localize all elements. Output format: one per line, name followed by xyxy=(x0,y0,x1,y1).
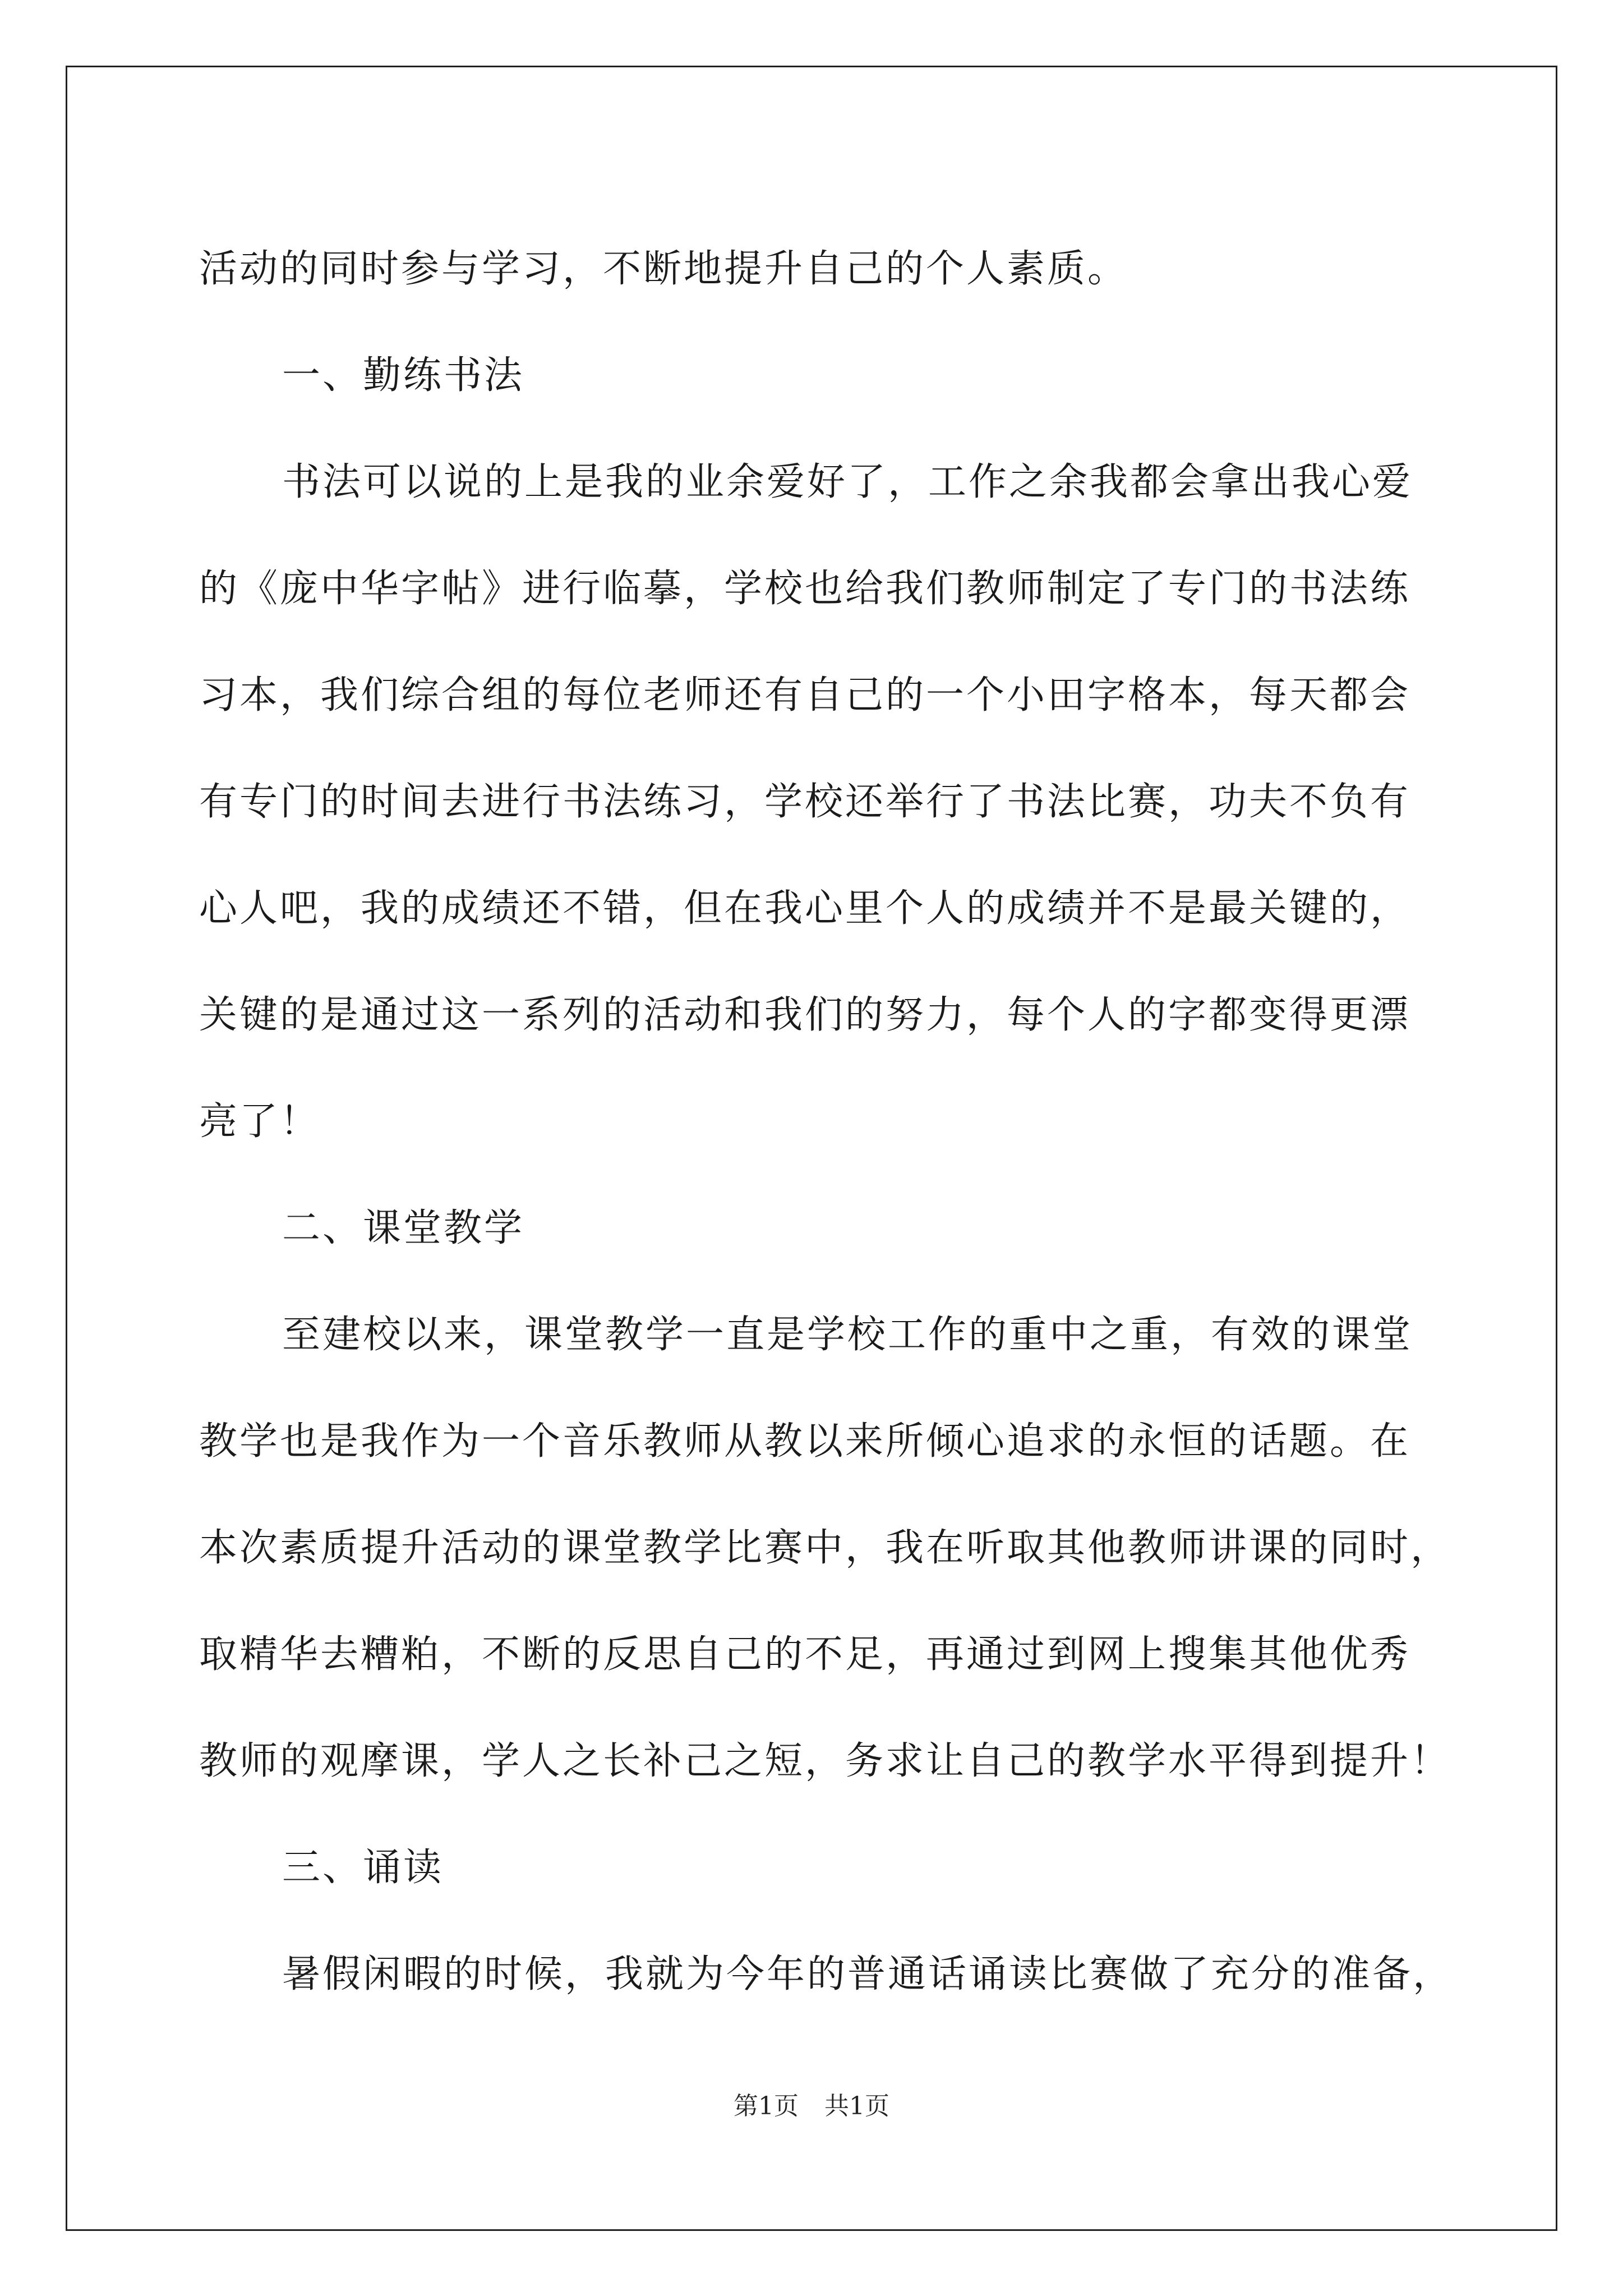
text-line: 的《庞中华字帖》进行临摹，学校也给我们教师制定了专门的书法练 xyxy=(199,567,1411,611)
section-heading-classroom-teaching: 二、课堂教学 xyxy=(282,1206,525,1250)
text-line: 关键的是通过这一系列的活动和我们的努力，每个人的字都变得更漂 xyxy=(199,993,1411,1037)
document-body xyxy=(199,216,1454,2028)
text-line: 取精华去糟粕，不断的反思自己的不足，再通过到网上搜集其他优秀 xyxy=(199,1632,1411,1677)
text-line: 至建校以来，课堂教学一直是学校工作的重中之重，有效的课堂 xyxy=(282,1313,1413,1357)
text-line: 活动的同时参与学习，不断地提升自己的个人素质。 xyxy=(199,247,1128,291)
text-line: 有专门的时间去进行书法练习，学校还举行了书法比赛，功夫不负有 xyxy=(199,780,1411,824)
page-footer xyxy=(0,2090,1623,2123)
page-total: 共1页 xyxy=(824,2092,889,2120)
text-line: 暑假闲暇的时候，我就为今年的普通话诵读比赛做了充分的准备， xyxy=(282,1952,1454,1996)
section-heading-calligraphy: 一、勤练书法 xyxy=(282,353,525,398)
text-line: 亮了！ xyxy=(199,1099,321,1144)
page-number: 第1页 xyxy=(734,2092,799,2120)
text-line: 书法可以说的上是我的业余爱好了，工作之余我都会拿出我心爱 xyxy=(282,460,1413,504)
text-line: 教学也是我作为一个音乐教师从教以来所倾心追求的永恒的话题。在 xyxy=(199,1419,1411,1464)
text-line: 心人吧，我的成绩还不错，但在我心里个人的成绩并不是最关键的， xyxy=(199,886,1411,931)
text-line: 习本，我们综合组的每位老师还有自己的一个小田字格本，每天都会 xyxy=(199,673,1411,717)
text-line: 本次素质提升活动的课堂教学比赛中，我在听取其他教师讲课的同时， xyxy=(199,1526,1451,1570)
section-heading-recitation: 三、诵读 xyxy=(282,1846,444,1890)
text-line: 教师的观摩课，学人之长补己之短，务求让自己的教学水平得到提升！ xyxy=(199,1739,1451,1783)
